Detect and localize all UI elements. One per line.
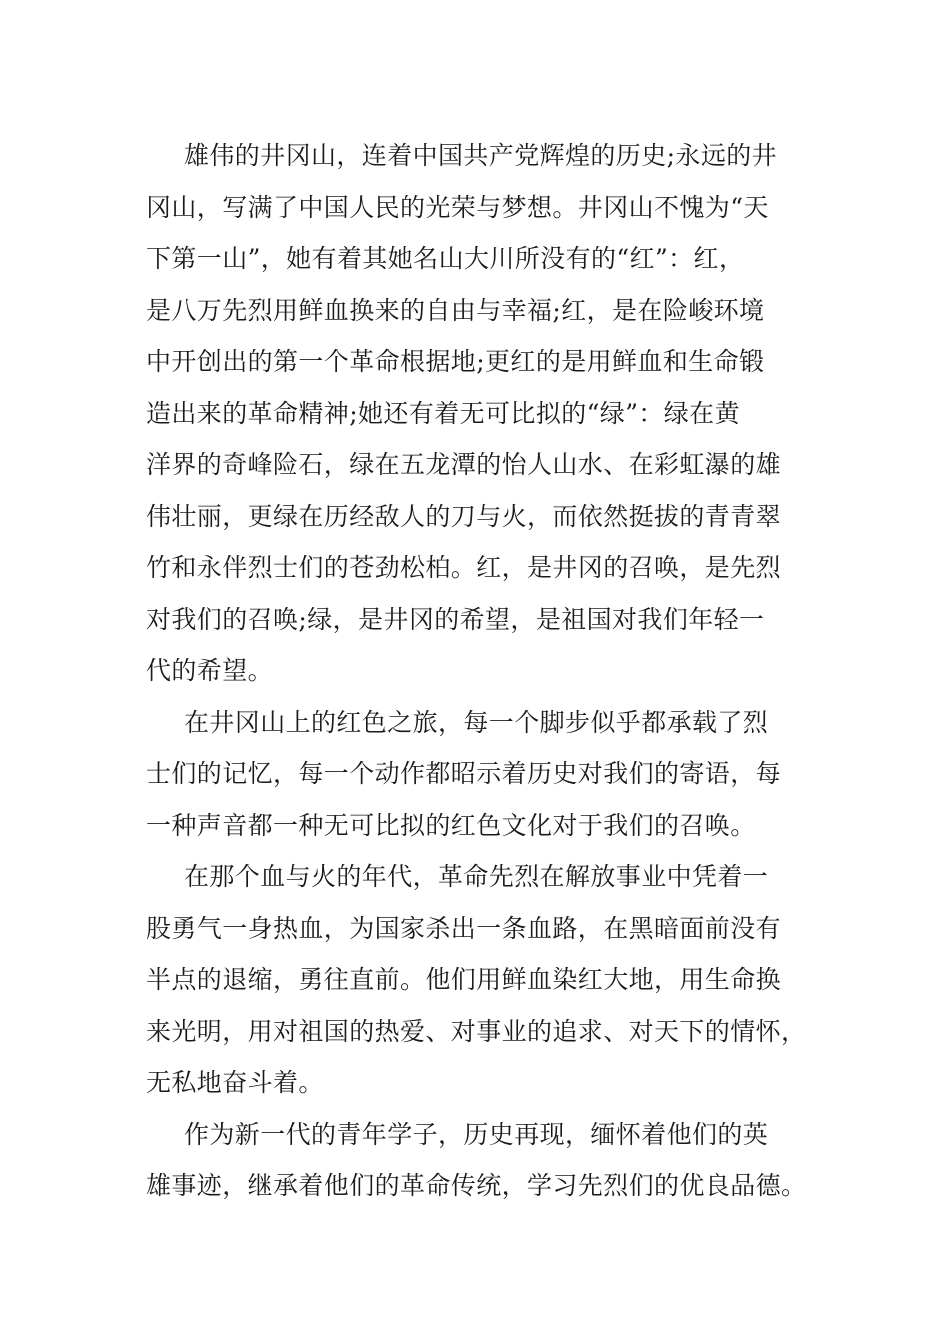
paragraph-line: 无私地奋斗着。: [146, 1068, 324, 1097]
paragraph-line: 雄伟的井冈山，连着中国共产党辉煌的历史;永远的井: [184, 141, 778, 170]
paragraph-line: 对我们的召唤;绿，是井冈的希望，是祖国对我们年轻一: [146, 604, 765, 634]
paragraph-line: 在井冈山上的红色之旅，每一个脚步似乎都承载了烈: [184, 707, 769, 737]
paragraph-1: [146, 130, 806, 697]
paragraph-line: 伟壮丽，更绿在历经敌人的刀与火，而依然挺拔的青青翠: [146, 501, 782, 531]
paragraph-line: 冈山，写满了中国人民的光荣与梦想。井冈山不愧为“天: [146, 192, 769, 222]
paragraph-3: [146, 851, 806, 1109]
paragraph-line: 来光明，用对祖国的热爱、对事业的追求、对天下的情怀，: [146, 1016, 807, 1046]
paragraph-line: 造出来的革命精神;她还有着无可比拟的“绿”：绿在黄: [146, 398, 740, 428]
paragraph-line: 洋界的奇峰险石，绿在五龙潭的怡人山水、在彩虹瀑的雄: [146, 450, 782, 479]
paragraph-line: 在那个血与火的年代，革命先烈在解放事业中凭着一: [184, 862, 769, 891]
paragraph-line: 士们的记忆，每一个动作都昭示着历史对我们的寄语，每: [146, 759, 782, 788]
paragraph-line: 一种声音都一种无可比拟的红色文化对于我们的召唤。: [146, 810, 756, 840]
paragraph-4: [146, 1109, 806, 1212]
paragraph-2: [146, 697, 806, 852]
paragraph-line: 中开创出的第一个革命根据地;更红的是用鲜血和生命锻: [146, 347, 765, 376]
paragraph-line: 半点的退缩，勇往直前。他们用鲜血染红大地，用生命换: [146, 965, 782, 994]
paragraph-line: 雄事迹，继承着他们的革命传统，学习先烈们的优良品德。: [146, 1171, 807, 1200]
paragraph-line: 竹和永伴烈士们的苍劲松柏。红，是井冈的召唤，是先烈: [146, 553, 782, 582]
paragraph-line: 代的希望。: [146, 656, 274, 685]
document-body: [146, 130, 806, 1212]
paragraph-line: 下第一山”，她有着其她名山大川所没有的“红”：红，: [146, 244, 745, 273]
paragraph-line: 是八万先烈用鲜血换来的自由与幸福;红，是在险峻环境: [146, 295, 765, 325]
paragraph-line: 作为新一代的青年学子，历史再现，缅怀着他们的英: [184, 1119, 769, 1149]
paragraph-line: 股勇气一身热血，为国家杀出一条血路，在黑暗面前没有: [146, 913, 782, 943]
